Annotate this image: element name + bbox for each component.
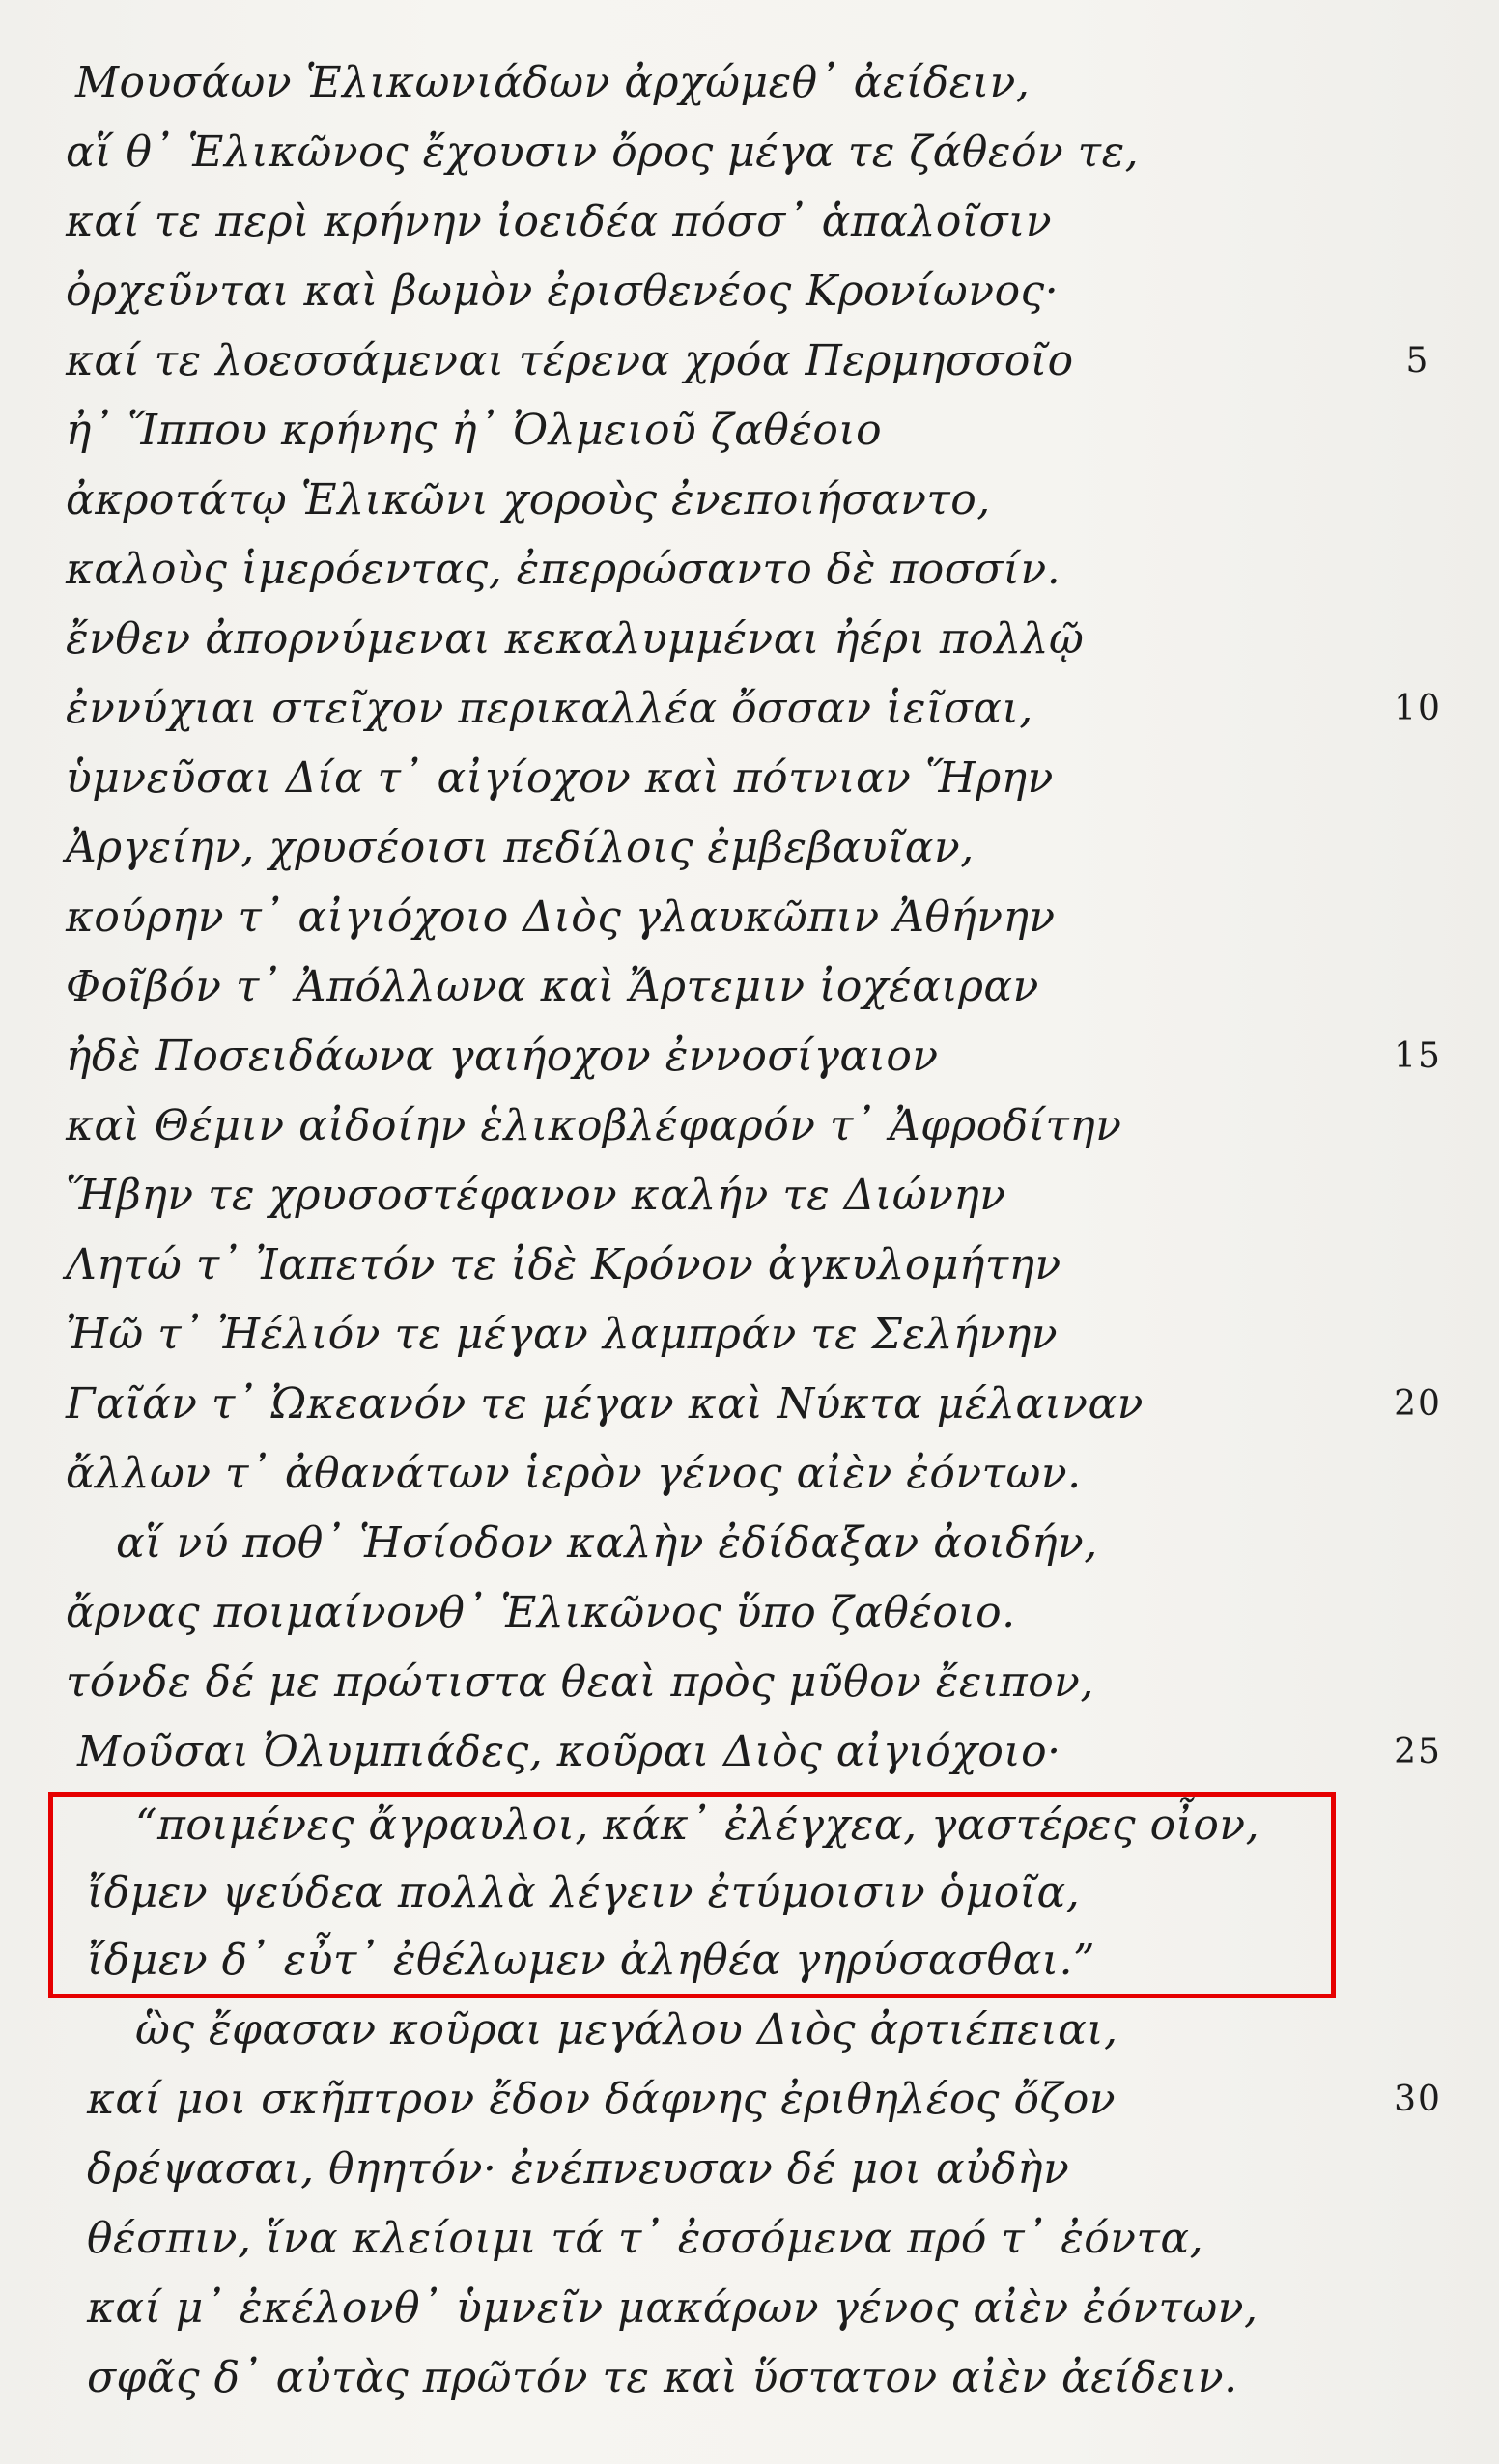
verse-text: καί τε λοεσσάμεναι τέρενα χρόα Περμησσοῖο	[66, 336, 1074, 385]
verse-text: δρέψασαι, θηητόν· ἐνέπνευσαν δέ μοι αὐδὴν	[87, 2144, 1070, 2194]
verse-text: ὣς ἔφασαν κοῦραι μεγάλου Διὸς ἀρτιέπειαι,	[135, 2005, 1118, 2054]
verse-text: ἐννύχιαι στεῖχον περικαλλέα ὄσσαν ἱεῖσαι,	[66, 684, 1033, 733]
verse-text: θέσπιν, ἵνα κλείοιμι τά τ᾽ ἐσσόμενα πρό τ᾽ ἐόντα,	[87, 2214, 1204, 2263]
line-number: 10	[1394, 689, 1442, 728]
verse-line	[0, 1654, 1499, 1712]
verse-text: ἠ᾽ Ἵππου κρήνης ἠ᾽ Ὀλμειοῦ ζαθέοιο	[66, 406, 883, 455]
verse-line	[0, 402, 1499, 460]
verse-line	[0, 332, 1499, 390]
verse-line	[0, 610, 1499, 668]
verse-line	[0, 1375, 1499, 1433]
verse-text: ἠδὲ Ποσειδάωνα γαιήοχον ἐννοσίγαιον	[66, 1032, 939, 1081]
verse-line	[0, 193, 1499, 251]
verse-text: “ποιμένες ἄγραυλοι, κάκ᾽ ἐλέγχεα, γαστέρες οἶον,	[135, 1800, 1260, 1850]
verse-text: καί μ᾽ ἐκέλονθ᾽ ὑμνεῖν μακάρων γένος αἰὲν ἐόντων,	[87, 2283, 1259, 2333]
verse-text: σφᾶς δ᾽ αὐτὰς πρῶτόν τε καὶ ὕστατον αἰὲν ἀείδειν.	[87, 2353, 1238, 2402]
verse-line	[0, 750, 1499, 807]
line-number: 20	[1394, 1384, 1442, 1424]
verse-text: καί μοι σκῆπτρον ἔδον δάφνης ἐριθηλέος ὄζον	[87, 2075, 1117, 2124]
verse-line	[0, 263, 1499, 321]
verse-line	[0, 680, 1499, 738]
verse-line	[0, 1723, 1499, 1781]
verse-line	[0, 124, 1499, 182]
verse-line	[0, 1306, 1499, 1364]
verse-line	[0, 2349, 1499, 2407]
verse-text: καὶ Θέμιν αἰδοίην ἑλικοβλέφαρόν τ᾽ Ἀφροδίτην	[66, 1101, 1122, 1150]
verse-text: Μουσάων Ἑλικωνιάδων ἀρχώμεθ᾽ ἀείδειν,	[75, 58, 1031, 107]
verse-text: ἴδμεν δ᾽ εὖτ᾽ ἐθέλωμεν ἀληθέα γηρύσασθαι.”	[87, 1936, 1096, 1985]
highlight-box	[48, 1792, 1336, 1998]
verse-line	[0, 471, 1499, 529]
verse-text: ἀκροτάτῳ Ἑλικῶνι χοροὺς ἐνεποιήσαντο,	[66, 475, 991, 524]
verse-text: Λητώ τ᾽ Ἰαπετόν τε ἰδὲ Κρόνον ἀγκυλομήτην	[66, 1240, 1061, 1289]
verse-text: καλοὺς ἱμερόεντας, ἐπερρώσαντο δὲ ποσσίν.	[66, 545, 1061, 594]
verse-text: ἄρνας ποιμαίνονθ᾽ Ἑλικῶνος ὕπο ζαθέοιο.	[66, 1588, 1016, 1637]
verse-line	[0, 889, 1499, 947]
verse-line	[0, 1097, 1499, 1155]
verse-line	[0, 2140, 1499, 2198]
verse-line	[0, 1028, 1499, 1086]
verse-text: Μοῦσαι Ὀλυμπιάδες, κοῦραι Διὸς αἰγιόχοιο·	[77, 1727, 1061, 1776]
verse-line	[0, 1515, 1499, 1572]
verse-line	[0, 1584, 1499, 1642]
verse-line	[0, 2210, 1499, 2268]
verse-text: ἄλλων τ᾽ ἀθανάτων ἱερὸν γένος αἰὲν ἐόντων.	[66, 1449, 1082, 1498]
verse-line	[0, 2071, 1499, 2129]
verse-text: Φοῖβόν τ᾽ Ἀπόλλωνα καὶ Ἄρτεμιν ἰοχέαιραν	[66, 962, 1039, 1011]
verse-text: αἵ θ᾽ Ἑλικῶνος ἔχουσιν ὄρος μέγα τε ζάθεόν τε,	[66, 127, 1140, 177]
verse-line	[0, 1236, 1499, 1294]
verse-line	[0, 1167, 1499, 1225]
verse-text: Ἀργείην, χρυσέοισι πεδίλοις ἐμβεβαυῖαν,	[66, 823, 975, 872]
verse-text: ὑμνεῦσαι Δία τ᾽ αἰγίοχον καὶ πότνιαν Ἥρην	[66, 753, 1054, 803]
verse-line	[0, 2280, 1499, 2337]
verse-line	[0, 958, 1499, 1016]
verse-text: Ἥβην τε χρυσοστέφανον καλήν τε Διώνην	[66, 1171, 1006, 1220]
verse-text: καί τε περὶ κρήνην ἰοειδέα πόσσ᾽ ἁπαλοῖσιν	[66, 197, 1053, 246]
verse-text: Γαῖάν τ᾽ Ὠκεανόν τε μέγαν καὶ Νύκτα μέλαιναν	[66, 1379, 1145, 1429]
verse-text: ὀρχεῦνται καὶ βωμὸν ἐρισθενέος Κρονίωνος·	[66, 267, 1060, 316]
line-number: 30	[1394, 2080, 1442, 2119]
verse-text: τόνδε δέ με πρώτιστα θεαὶ πρὸς μῦθον ἔειπον,	[66, 1657, 1094, 1707]
verse-line	[0, 819, 1499, 877]
verse-line	[0, 2001, 1499, 2059]
line-number: 15	[1394, 1036, 1442, 1076]
line-number: 5	[1405, 341, 1430, 381]
verse-line	[0, 54, 1499, 112]
verse-line	[0, 1445, 1499, 1503]
verse-text: αἵ νύ ποθ᾽ Ἡσίοδον καλὴν ἐδίδαξαν ἀοιδήν,	[116, 1518, 1098, 1568]
verse-text: ἔνθεν ἀπορνύμεναι κεκαλυμμέναι ἠέρι πολλῷ	[66, 614, 1085, 664]
verse-line	[0, 541, 1499, 599]
verse-text: κούρην τ᾽ αἰγιόχοιο Διὸς γλαυκῶπιν Ἀθήνην	[66, 892, 1056, 942]
verse-text: ἴδμεν ψεύδεα πολλὰ λέγειν ἐτύμοισιν ὁμοῖα,	[87, 1868, 1081, 1917]
verse-text: Ἠῶ τ᾽ Ἠέλιόν τε μέγαν λαμπράν τε Σελήνην	[66, 1310, 1059, 1359]
line-number: 25	[1394, 1732, 1442, 1771]
